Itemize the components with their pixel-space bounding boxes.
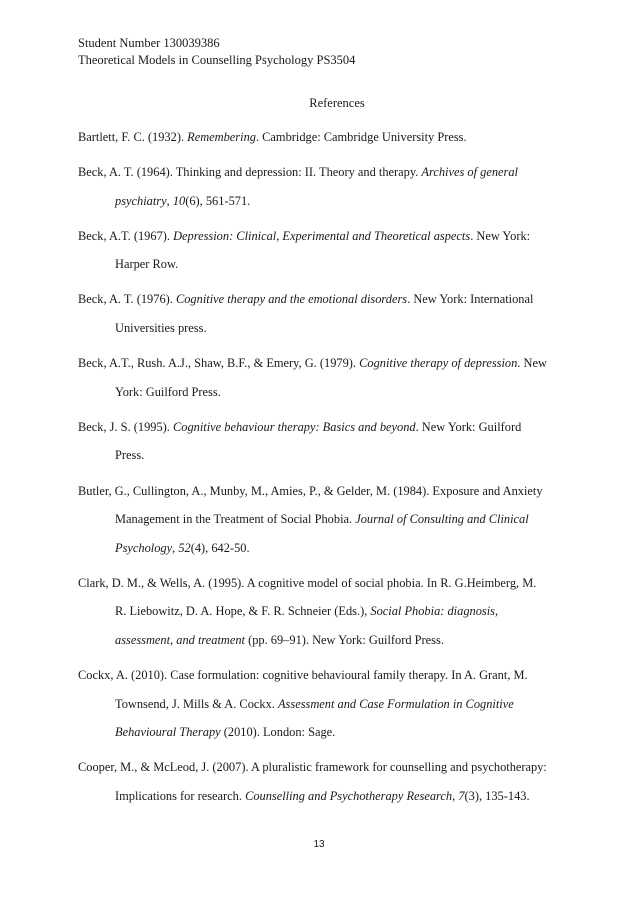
- reference-entry: Cooper, M., & McLeod, J. (2007). A pluralistic framework for counselling and psychotherapy: Implications for research. Counselling and Psychotherapy Research, 7(3), 135-143.: [78, 760, 547, 803]
- reference-entry: Clark, D. M., & Wells, A. (1995). A cognitive model of social phobia. In R. G.Heimberg, M. R. Liebowitz, D. A. Hope, & F. R. Schneier (Eds.), Social Phobia: diagnosis, assessment, and treatment (pp. 69–91). New York: Guilford Press.: [78, 575, 537, 647]
- reference-list: [78, 123, 548, 817]
- page-header: [78, 35, 355, 69]
- course-title: Theoretical Models in Counselling Psychology PS3504: [78, 53, 356, 67]
- reference-entry: Beck, A. T. (1976). Cognitive therapy and the emotional disorders. New York: International Universities press.: [78, 292, 534, 336]
- reference-entry: Beck, J. S. (1995). Cognitive behaviour therapy: Basics and beyond. New York: Guilford Press.: [78, 419, 522, 463]
- page-number: 13: [313, 839, 325, 850]
- references-heading: References: [309, 96, 365, 110]
- reference-entry: Beck, A.T. (1967). Depression: Clinical, Experimental and Theoretical aspects. New York: Harper Row.: [78, 228, 531, 272]
- reference-entry: Beck, A.T., Rush. A.J., Shaw, B.F., & Emery, G. (1979). Cognitive therapy of depression. New York: Guilford Press.: [78, 356, 547, 399]
- reference-entry: Bartlett, F. C. (1932). Remembering. Cambridge: Cambridge University Press.: [78, 130, 467, 144]
- reference-entry: Cockx, A. (2010). Case formulation: cognitive behavioural family therapy. In A. Grant, M. Townsend, J. Mills & A. Cockx. Assessment and Case Formulation in Cognitive Behavioural Therapy (2010). London: Sage.: [78, 668, 528, 740]
- reference-entry: Beck, A. T. (1964). Thinking and depression: II. Theory and therapy. Archives of general psychiatry, 10(6), 561-571.: [78, 165, 518, 208]
- reference-entry: Butler, G., Cullington, A., Munby, M., Amies, P., & Gelder, M. (1984). Exposure and Anxiety Management in the Treatment of Social Phobia. Journal of Consulting and Clinical Psychology, 52(4), 642-50.: [78, 483, 543, 555]
- student-number: Student Number 130039386: [78, 36, 220, 50]
